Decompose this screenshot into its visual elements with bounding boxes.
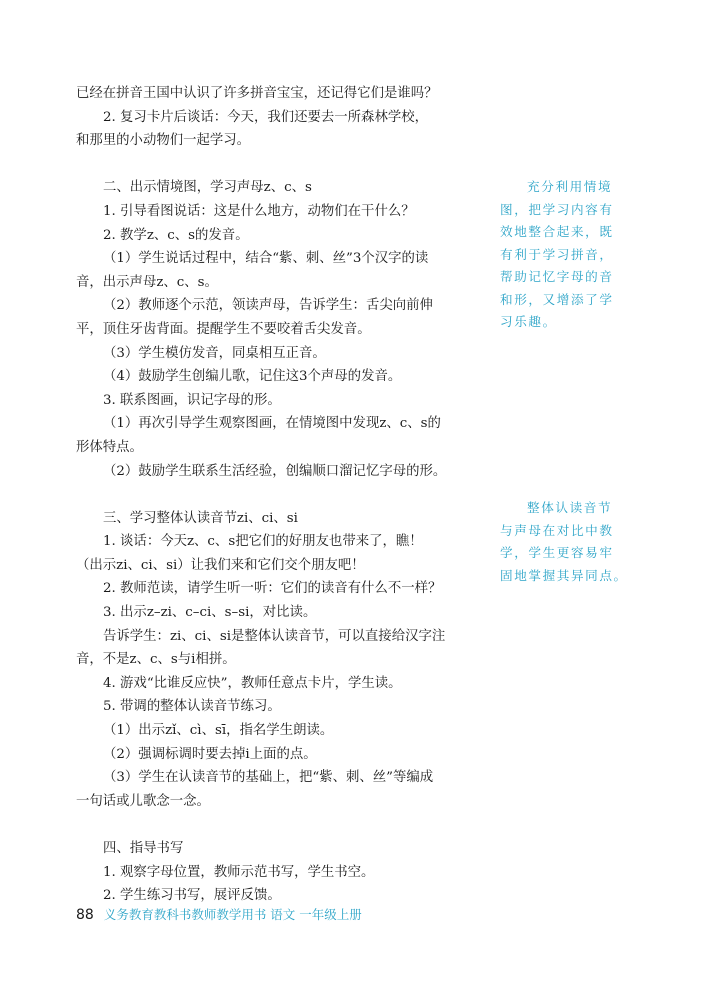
- text-line: 音，出示声母z、c、s。: [76, 274, 218, 290]
- page-number: 88: [76, 907, 94, 923]
- text-line: 二、出示情境图，学习声母z、c、s: [103, 180, 312, 196]
- text-line: 1. 观察字母位置，教师示范书写，学生书空。: [103, 864, 375, 880]
- text-line: （2）教师逐个示范，领读声母，告诉学生：舌尖向前伸: [103, 298, 433, 314]
- text-line: （1）出示zǐ、cì、sī，指名学生朗读。: [103, 723, 334, 739]
- sidenote-1: [500, 176, 628, 334]
- main-text: [76, 82, 470, 908]
- text-line: 2. 教学z、c、s的发音。: [103, 227, 249, 243]
- text-line: （4）鼓励学生创编儿歌，记住这3个声母的发音。: [103, 369, 402, 385]
- text-line: 形体特点。: [76, 439, 143, 455]
- sidenote-line: 固地掌握其异同点。: [500, 567, 628, 583]
- sidenote-line: 学，学生更容易牢: [500, 545, 614, 560]
- sidenote-line: 习乐趣。: [500, 314, 557, 329]
- sidenote-2: [500, 497, 628, 587]
- sidenote-line: 整体认读音节: [527, 500, 613, 515]
- sidenote-line: 和形，又增添了学: [500, 291, 614, 307]
- text-line: （1）学生说话过程中，结合“紫、刺、丝”3个汉字的读: [103, 251, 429, 267]
- sidenote-line: 图，把学习内容有: [500, 201, 614, 217]
- text-line: （3）学生在认读音节的基础上，把“紫、刺、丝”等编成: [103, 770, 434, 786]
- text-line: 三、学习整体认读音节zi、ci、si: [103, 510, 298, 526]
- sidenote-line: 有利于学习拼音，: [500, 246, 614, 262]
- text-line: 4. 游戏“比谁反应快”，教师任意点卡片，学生读。: [103, 675, 402, 691]
- text-line: 已经在拼音王国中认识了许多拼音宝宝，还记得它们是谁吗？: [76, 86, 438, 101]
- text-line: 告诉学生：zi、ci、si是整体认读音节，可以直接给汉字注: [103, 628, 446, 644]
- text-line: 一句话或儿歌念一念。: [76, 793, 210, 809]
- text-line: 平，顶住牙齿背面。提醒学生不要咬着舌尖发音。: [76, 321, 371, 337]
- text-line: （1）再次引导学生观察图画，在情境图中发现z、c、s的: [103, 416, 441, 432]
- text-line: 3. 出示z–zi、c–ci、s–si，对比读。: [103, 605, 317, 621]
- text-line: （2）强调标调时要去掉i上面的点。: [103, 746, 317, 762]
- text-line: 5. 带调的整体认读音节练习。: [103, 699, 281, 715]
- sidenote-line: 效地整合起来，既: [500, 224, 614, 239]
- text-line: 2. 教师范读，请学生听一听：它们的读音有什么不一样？: [103, 581, 442, 597]
- text-line: 和那里的小动物们一起学习。: [76, 133, 251, 149]
- sidenote-line: 充分利用情境: [527, 179, 613, 194]
- sidenote-line: 与声母在对比中教: [500, 522, 614, 538]
- text-line: （3）学生模仿发音，同桌相互正音。: [103, 345, 326, 361]
- text-line: 3. 联系图画，识记字母的形。: [103, 392, 281, 408]
- text-line: （出示zi、ci、si）让我们来和它们交个朋友吧！: [76, 557, 365, 573]
- text-line: 1. 引导看图说话：这是什么地方，动物们在干什么？: [103, 203, 415, 219]
- text-line: 1. 谈话：今天z、c、s把它们的好朋友也带来了，瞧！: [103, 534, 423, 550]
- text-line: 四、指导书写: [103, 841, 184, 856]
- text-line: （2）鼓励学生联系生活经验，创编顺口溜记忆字母的形。: [103, 463, 447, 479]
- text-line: 2. 复习卡片后谈话：今天，我们还要去一所森林学校，: [103, 109, 429, 125]
- text-line: 音，不是z、c、s与i相拼。: [76, 652, 236, 668]
- text-line: 2. 学生练习书写，展评反馈。: [103, 888, 281, 904]
- sidenote-line: 帮助记忆字母的音: [500, 269, 614, 284]
- book-title: 义务教育教科书教师教学用书 语文 一年级上册: [103, 907, 362, 922]
- page-footer: [76, 905, 362, 923]
